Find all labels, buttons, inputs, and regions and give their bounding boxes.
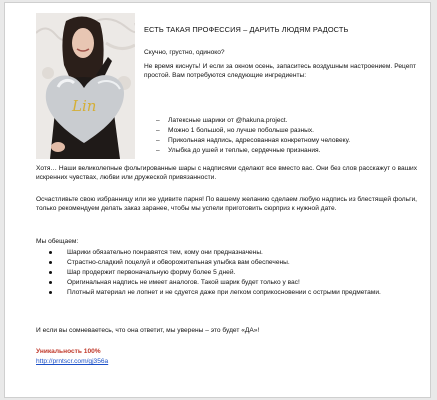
- list-item: – Прикольная надпись, адресованная конкретному человеку.: [144, 136, 416, 146]
- intro-paragraph: Не время киснуть! И если за окном осень, запаситесь воздушным настроением. Рецепт простой. Вам потребуются следующие ингредиенты:: [144, 62, 416, 79]
- list-item: Плотный материал не лопнет и не сдуется даже при легком соприкосновении с острыми предметами.: [36, 288, 417, 297]
- list-item: – Латексные шарики от @hakuna.project.: [144, 116, 416, 126]
- list-item: – Улыбка до ушей и теплые, сердечные признания.: [144, 146, 416, 156]
- photo-woman-with-heart-balloon: [36, 13, 135, 159]
- closing-paragraph: И если вы сомневаетесь, что она ответит, мы уверены – это будет «ДА»!: [36, 327, 260, 334]
- promises-list: [36, 248, 417, 298]
- list-item: – Можно 1 большой, но лучше побольше разных.: [144, 126, 416, 136]
- screenshot-link[interactable]: http://prntscr.com/gj356a: [36, 358, 109, 365]
- promise-heading: Мы обещаем:: [36, 238, 79, 245]
- paragraph-foil-balloons: Хотя… Наши великолепные фольгированные шары с надписями сделают все вместо вас. Они без слов расскажут о ваших искренних чувствах, любви или дружеской привязанности.: [36, 165, 417, 182]
- document-title: ЕСТЬ ТАКАЯ ПРОФЕССИЯ – ДАРИТЬ ЛЮДЯМ РАДОСТЬ: [144, 25, 349, 34]
- intro-block: [144, 49, 416, 81]
- list-item: Оригинальная надпись не имеет аналогов. Такой шарик будет только у вас!: [36, 278, 417, 287]
- document-page: [4, 2, 431, 398]
- list-item: Шарики обязательно понравятся тем, кому они предназначены.: [36, 248, 417, 257]
- intro-question: Скучно, грустно, одиноко?: [144, 49, 225, 56]
- paragraph-custom-lettering: Осчастливьте свою избранницу или же удивите парня! По вашему желанию сделаем любую надпись из блестящей фольги, только рекомендуем делать заказ заранее, чтобы мы успели приготовить сюрприз к нужной дате.: [36, 196, 418, 213]
- balloon-lettering: Lin: [72, 97, 97, 115]
- uniqueness-label: Уникальность 100%: [36, 348, 101, 355]
- list-item: Страстно-сладкий поцелуй и обворожительная улыбка вам обеспечены.: [36, 258, 417, 267]
- ingredients-list: [144, 116, 416, 156]
- list-item: Шар продержит первоначальную форму более 5 дней.: [36, 268, 417, 277]
